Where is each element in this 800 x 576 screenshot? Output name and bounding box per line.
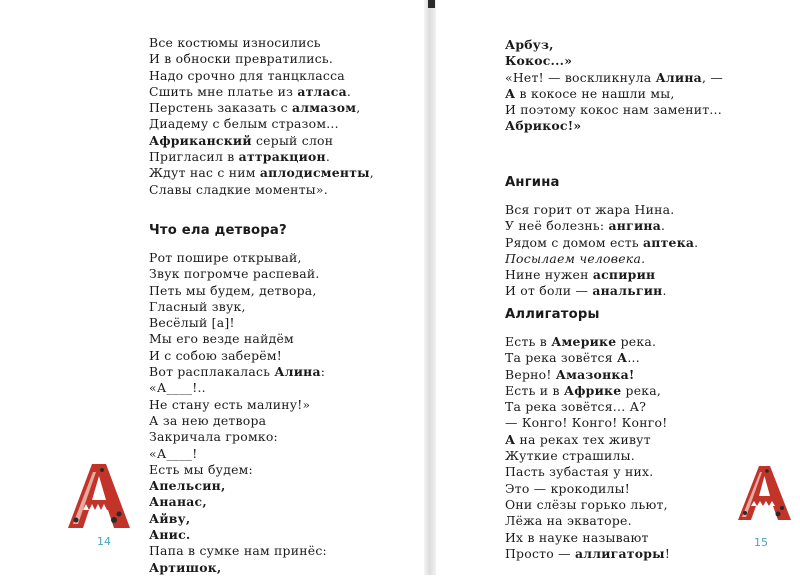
line-text: А за нею детвора [149,412,267,428]
highlighted-word: анальгин [592,283,663,299]
section-title: Аллигаторы [505,307,600,322]
highlighted-word: Арбуз, [505,37,554,52]
highlighted-word: А [505,85,516,101]
highlighted-word: Кокос...» [505,53,573,69]
poem-line [149,380,327,396]
highlighted-word: Айву, [149,510,191,526]
line-text: Жуткие страшилы. [505,448,635,464]
line-text: Перстень заказать с [149,100,292,116]
highlighted-word: Америке [551,334,617,349]
poem-line [505,118,723,134]
poem-line [149,511,327,527]
section-lines [149,250,327,576]
highlighted-word: А [617,350,628,366]
line-text: Есть мы будем: [149,461,253,477]
poem-line [149,446,327,462]
poem-line [505,448,670,464]
poem-line [149,116,374,132]
line-text: Рот пошире открывай, [149,250,302,265]
line-text: «Нет! — воскликнула [505,69,656,85]
line-text: Все костюмы износились [149,35,321,50]
poem-line [149,348,327,364]
gutter-mark [428,0,435,8]
poem-line [505,383,670,399]
line-text: Лёжа на экваторе. [505,513,632,529]
poem-line [149,35,374,51]
poem-line [149,84,374,100]
line-text: «А____!.. [149,380,206,396]
section-lines [505,202,698,300]
highlighted-word: аптека [643,234,695,250]
poem-line [505,334,670,350]
poem-line [505,202,698,218]
section-title: Что ела детвора? [149,223,287,238]
line-text: Та река зовётся [505,350,618,366]
poem-line [149,543,327,559]
line-text: . [325,149,331,165]
poem-line [149,283,327,299]
highlighted-word: Африканский [149,132,252,148]
line-text: Это — крокодилы! [505,480,631,496]
poem-line [505,464,670,480]
poem-line [505,235,698,251]
line-text: . [694,234,699,250]
highlighted-word: Артишок, [149,559,222,575]
crocodile-letter-a-icon [734,462,794,522]
highlighted-word: аплодисменты [259,165,370,181]
poem-line [149,250,327,266]
line-text: . [662,283,667,299]
line-text: Сшить мне платье из [149,83,298,99]
poem-ending [149,35,374,198]
line-text: И поэтому кокос нам заменит... [505,102,722,118]
line-text: Не стану есть малину!» [149,396,311,412]
line-text: . [346,83,352,99]
poem-line [149,68,374,84]
line-text: серый слон [251,132,334,148]
line-text: Просто — [505,545,575,561]
poem-line [149,266,327,282]
poem-line [505,367,670,383]
poem-line [505,513,670,529]
poem-line [149,397,327,413]
line-text: река. [616,334,657,349]
line-text: , [369,165,374,181]
line-text: Гласный звук, [149,298,246,314]
section-what-kids-ate [149,223,327,576]
poem-line [149,299,327,315]
highlighted-word: атласа [297,83,347,99]
highlighted-word: Анис. [149,527,191,543]
highlighted-word: Алина [274,364,321,380]
line-text: Пасть зубастая у них. [505,464,654,480]
poem-line [505,102,723,118]
poem-line [149,182,374,198]
poem-line [505,283,698,299]
line-text: И с собою заберём! [149,347,282,363]
page-number: 15 [754,536,768,549]
highlighted-word: Абрикос!» [505,118,582,134]
crocodile-letter-a-icon [62,460,134,530]
italic-text: Посылаем человека. [505,250,646,266]
line-text: Закричала громко: [149,429,278,445]
poem-line [149,478,327,494]
poem-line [505,432,670,448]
line-text: Славы сладкие моменты». [149,181,328,197]
poem-line [149,331,327,347]
line-text: Петь мы будем, детвора, [149,282,317,298]
highlighted-word: аттракцион [238,149,326,165]
line-text: Они слёзы горько льют, [505,496,668,512]
poem-line [149,133,374,149]
highlighted-word: алмазом [291,100,357,116]
highlighted-word: Апельсин, [149,478,226,494]
poem-line [505,415,670,431]
poem-line [149,560,327,576]
poem-line [505,53,723,69]
line-text: — Конго! Конго! Конго! [505,415,668,431]
poem-line [505,350,670,366]
highlighted-word: ангина [608,218,661,234]
line-text: Звук погромче распевай. [149,266,320,282]
poem-line [505,267,698,283]
poem-line [505,530,670,546]
line-text: Их в науке называют [505,529,649,545]
section-title: Ангина [505,175,560,190]
highlighted-word: А [505,431,516,447]
line-text: ... [627,350,640,366]
line-text: Есть и в [505,382,564,398]
line-text: Верно! [505,366,556,382]
poem-line [505,37,723,53]
poem-line [505,497,670,513]
poem-line [149,413,327,429]
line-text: Нине нужен [505,267,593,283]
line-text: Вся горит от жара Нина. [505,202,675,217]
poem-line [149,429,327,445]
line-text: : [320,364,326,380]
line-text: Диадему с белым стразом... [149,116,339,132]
poem-line [505,546,670,562]
poem-line [149,527,327,543]
poem-line [505,251,698,267]
poem-line [149,165,374,181]
poem-line [505,481,670,497]
poem-line [505,218,698,234]
line-text: Весёлый [а]! [149,315,235,331]
section-lines [505,334,670,562]
line-text: «А____! [149,445,198,461]
poem-line [149,51,374,67]
line-text: Та река зовётся... А? [505,399,647,415]
line-text: У неё болезнь: [505,218,609,234]
line-text: Рядом с домом есть [505,234,644,250]
line-text: ! [664,545,671,561]
line-text: И от боли — [505,283,593,299]
highlighted-word: Африке [563,382,622,398]
highlighted-word: Ананас, [149,494,207,510]
line-text: , — [701,69,723,85]
section-angina [505,175,698,300]
poem-line [149,149,374,165]
line-text: Папа в сумке нам принёс: [149,543,327,559]
poem-line [149,100,374,116]
poem-line [505,399,670,415]
poem-continuation [505,37,723,135]
poem-line [149,364,327,380]
line-text: Мы его везде найдём [149,331,294,347]
line-text: Есть в [505,334,552,349]
highlighted-word: Алина [655,69,702,85]
line-text: река, [621,382,662,398]
poem-line [505,86,723,102]
line-text: на реках тех живут [515,431,651,447]
line-text: , [356,100,361,116]
highlighted-word: аллигаторы [574,545,665,561]
right-page [436,0,800,575]
section-alligators [505,307,670,562]
poem-line [505,70,723,86]
line-text: в кокосе не нашли мы, [515,85,675,101]
poem-line [149,494,327,510]
line-text: Ждут нас с ним [149,165,260,181]
highlighted-word: Амазонка! [555,366,635,382]
poem-line [149,315,327,331]
page-number: 14 [97,535,111,548]
highlighted-word: аспирин [592,267,656,283]
line-text: Надо срочно для танцкласса [149,67,345,83]
line-text: Пригласил в [149,149,239,165]
line-text: И в обноски превратились. [149,51,334,67]
poem-line [149,462,327,478]
line-text: Вот расплакалась [149,364,275,380]
line-text: . [661,218,666,234]
